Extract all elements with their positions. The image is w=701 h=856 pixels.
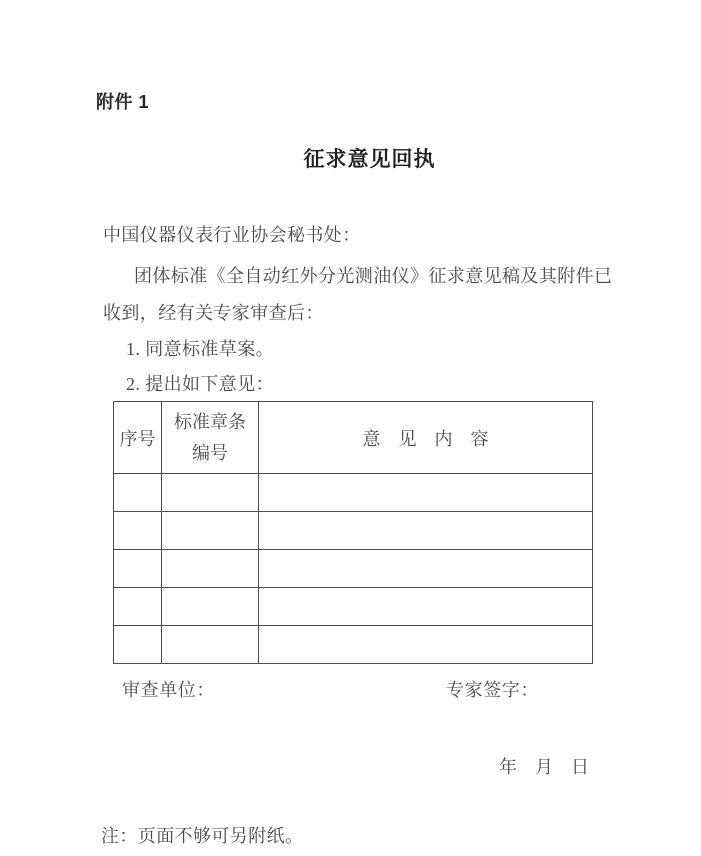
table-cell-empty [162, 626, 259, 664]
table-cell-empty [162, 550, 259, 588]
table-empty-row [114, 474, 593, 512]
table-cell-empty [162, 512, 259, 550]
header-cell-sequence-number: 序号 [114, 402, 162, 474]
table-cell-empty [114, 588, 162, 626]
document-title: 征求意见回执 [303, 148, 436, 171]
table-empty-row [114, 588, 593, 626]
comments-table [113, 401, 593, 664]
recipient-line: 中国仪器仪表行业协会秘书处： [103, 225, 361, 245]
table-cell-empty [114, 512, 162, 550]
table-empty-row [114, 626, 593, 664]
table-cell-empty [259, 474, 593, 512]
table-empty-row [114, 550, 593, 588]
date-line: 年 月 日 [499, 757, 589, 777]
header-cell-comment-content: 意 见 内 容 [259, 402, 593, 474]
table-cell-empty [259, 550, 593, 588]
table-header-row [114, 402, 593, 474]
table-cell-empty [114, 474, 162, 512]
reviewer-unit-label: 审查单位： [122, 680, 215, 700]
table-cell-empty [259, 512, 593, 550]
expert-signature-label: 专家签字： [446, 680, 539, 700]
header-cell-clause-number [162, 402, 259, 474]
table-cell-empty [259, 588, 593, 626]
paragraph-line-2: 收到，经有关专家审查后： [103, 303, 324, 323]
list-item-agree-draft: 1. 同意标准草案。 [126, 339, 274, 359]
table-cell-empty [114, 626, 162, 664]
attachment-label: 附件 1 [96, 92, 150, 112]
header-cell-clause-line-1: 标准章条 [174, 411, 246, 432]
list-item-comments-follow: 2. 提出如下意见： [126, 374, 274, 394]
footnote: 注：页面不够可另附纸。 [101, 826, 304, 846]
table-cell-empty [162, 588, 259, 626]
table-empty-row [114, 512, 593, 550]
table-cell-empty [259, 626, 593, 664]
table-cell-empty [114, 550, 162, 588]
table-cell-empty [162, 474, 259, 512]
paragraph-line-1: 团体标准《全自动红外分光测油仪》征求意见稿及其附件已 [134, 266, 613, 286]
header-cell-clause-line-2: 编号 [192, 442, 228, 463]
